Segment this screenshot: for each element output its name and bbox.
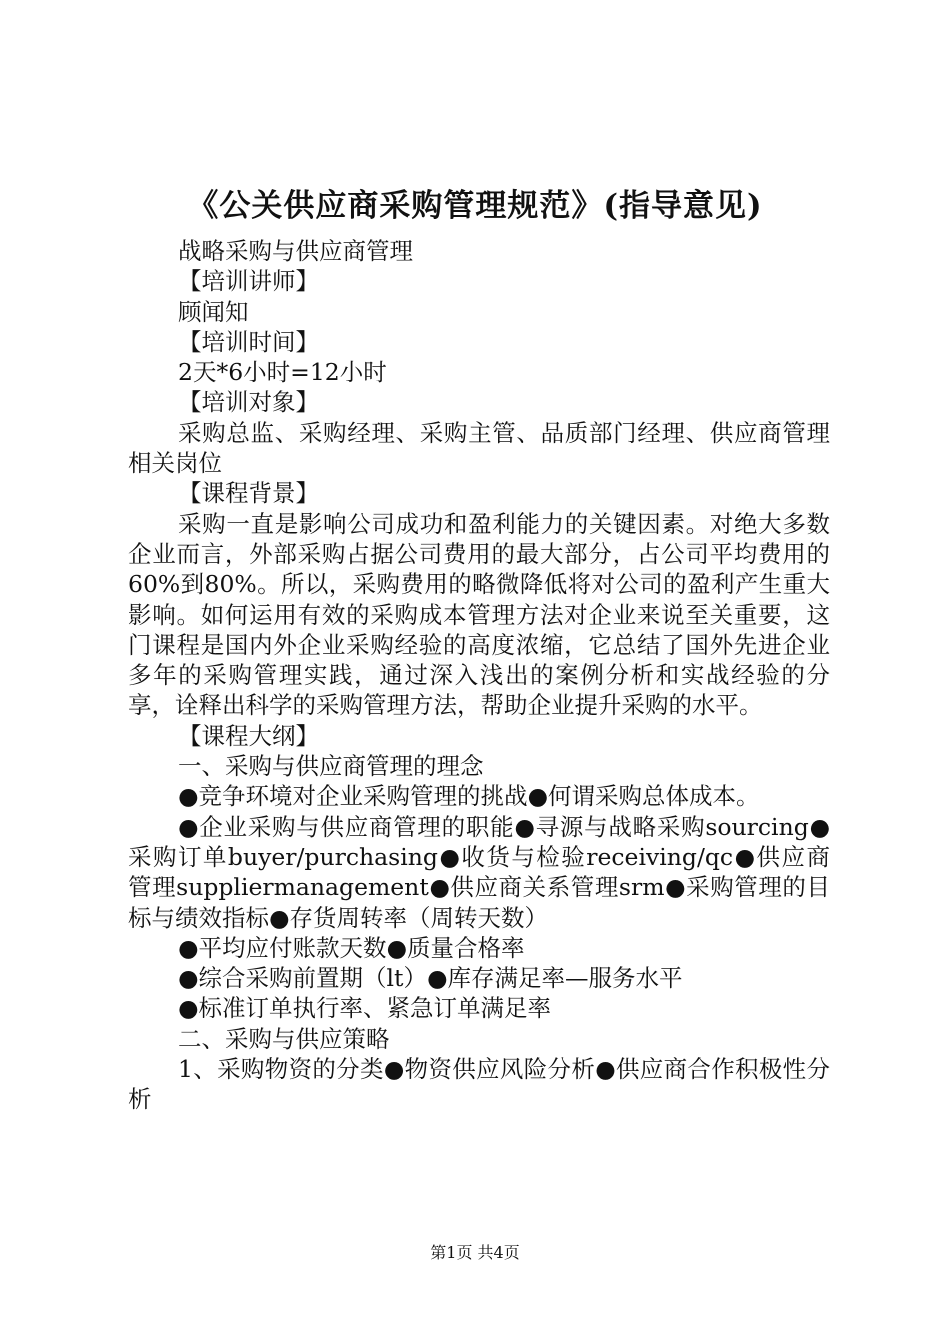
trainer-name: 顾闻知 — [178, 297, 249, 326]
outline-item: 1、采购物资的分类●物资供应风险分析●供应商合作积极性分析 — [128, 1055, 830, 1114]
section-heading-background: 【课程背景】 — [178, 479, 319, 508]
outline-item: ●竞争环境对企业采购管理的挑战●何谓采购总体成本。 — [178, 782, 760, 811]
section-heading-trainer: 【培训讲师】 — [178, 267, 319, 296]
outline-item: ●综合采购前置期（lt）●库存满足率—服务水平 — [178, 964, 683, 993]
outline-item: ●标准订单执行率、紧急订单满足率 — [178, 994, 552, 1023]
outline-item: ●企业采购与供应商管理的职能●寻源与战略采购sourcing●采购订单buyer/purchasing●收货与检验receiving/qc●供应商管理suppliermanagement●供应商关系管理srm●采购管理的目标与绩效指标●存货周转率（周转天数） — [128, 812, 830, 932]
outline-part-1-heading: 一、采购与供应商管理的理念 — [178, 752, 484, 781]
course-name: 战略采购与供应商管理 — [178, 237, 413, 265]
training-audience: 采购总监、采购经理、采购主管、品质部门经理、供应商管理相关岗位 — [128, 418, 830, 478]
outline-item: ●平均应付账款天数●质量合格率 — [178, 933, 525, 962]
section-heading-audience: 【培训对象】 — [178, 388, 319, 417]
document-title: 《公关供应商采购管理规范》(指导意见) — [187, 188, 763, 224]
training-duration: 2天*6小时=12小时 — [178, 358, 387, 387]
outline-part-2-heading: 二、采购与供应策略 — [178, 1024, 390, 1053]
course-background-text: 采购一直是影响公司成功和盈利能力的关键因素。对绝大多数企业而言，外部采购占据公司费用的最大部分，占公司平均费用的60%到80%。所以，采购费用的略微降低将对公司的盈利产生重大影响。如何运用有效的采购成本管理方法对企业来说至关重要，这门课程是国内外企业采购经验的高度浓缩，它总结了国外先进企业多年的采购管理实践，通过深入浅出的案例分析和实战经验的分享，诠释出科学的采购管理方法，帮助企业提升采购的水平。 — [128, 509, 830, 720]
section-heading-outline: 【课程大纲】 — [178, 721, 319, 750]
section-heading-time: 【培训时间】 — [178, 327, 319, 356]
page-footer: 第1页 共4页 — [430, 1243, 520, 1262]
document-body — [128, 236, 830, 1115]
